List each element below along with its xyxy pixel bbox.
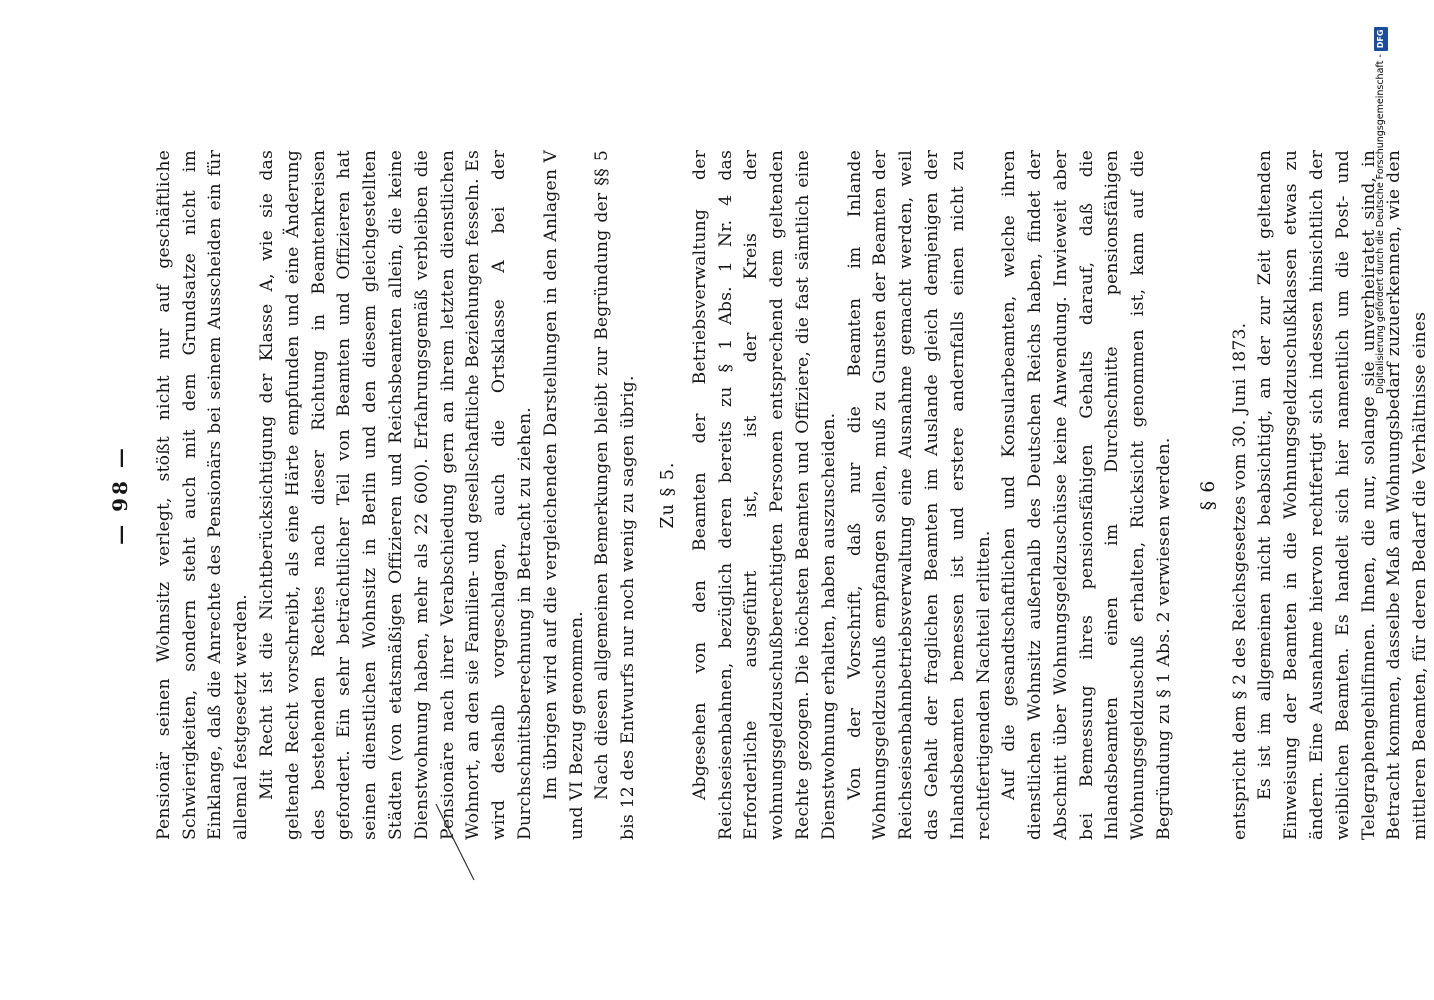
page-number: — 98 — xyxy=(108,445,132,545)
digitization-imprint xyxy=(1374,4,1386,394)
paragraph: Im übrigen wird auf die vergleichenden Darstellungen in den Anlagen V und VI Bezug genommen. xyxy=(540,150,587,840)
paragraph: Abgesehen von den Beamten der Betriebsverwaltung der Reichseisenbahnen, bezüglich deren bereits zu § 1 Abs. 1 Nr. 4 das Erforderliche ausgeführt ist, ist der Kreis der wohnungsgeldzuschußberechtigten Personen entsprechend dem geltenden Rechte gezogen. Die höchsten Beamten und Offiziere, die fast sämtlich eine Dienstwohnung erhalten, haben auszuscheiden. xyxy=(689,150,839,840)
paragraph: Nach diesen allgemeinen Bemerkungen bleibt zur Begründung der §§ 5 bis 12 des Entwurfs nur noch wenig zu sagen übrig. xyxy=(592,150,639,840)
pencil-mark xyxy=(430,800,490,890)
paragraph: Pensionär seinen Wohnsitz verlegt, stößt nicht nur auf geschäftliche Schwierigkeiten, sondern steht auch mit dem Grundsatze nicht im Einklange, daß die Anrechte des Pensionärs bei seinem Ausscheiden ein für allemal festgesetzt werden. xyxy=(153,150,252,840)
paragraph: Von der Vorschrift, daß nur die Beamten im Inlande Wohnungsgeldzuschuß empfangen sollen, muß zu Gunsten der Beamten der Reichseisenbahnbetriebsverwaltung eine Ausnahme gemacht werden, weil das Gehalt der fraglichen Beamten im Auslande gleich demjenigen der Inlandsbeamten bemessen ist und erstere andernfalls einen nicht zu rechtfertigenden Nachteil erlitten. xyxy=(844,150,994,840)
section-6-subheading: entspricht dem § 2 des Reichsgesetzes vom 30. Juni 1873. xyxy=(1229,322,1250,840)
page-text xyxy=(90,120,1434,870)
section-heading-zu-5: Zu § 5. xyxy=(657,461,678,529)
imprint-text: Digitalisierung gefördert durch die Deutsche Forschungsgemeinschaft - xyxy=(1375,54,1386,394)
paragraph: Mit Recht ist die Nichtberücksichtigung der Klasse A, wie sie das geltende Recht vorschreibt, als eine Härte empfunden und eine Änderung des bestehenden Rechtes nach dieser Richtung in Beamtenkreisen gefordert. Ein sehr beträchtlicher Teil von Beamten und Offizieren hat seinen dienstlichen Wohnsitz in Berlin und den diesem gleichgestellten Städten (von etatsmäßigen Offizieren und Reichsbeamten allein, die keine Dienstwohnung haben, mehr als 22 600). Erfahrungsgemäß verbleiben die Pensionäre nach ihrer Verabschiedung gern an ihrem letzten dienstlichen Wohnort, an den sie Familien- und gesellschaftliche Beziehungen fesseln. Es wird deshalb vorgeschlagen, auch die Ortsklasse A bei der Durchschnittsberechnung in Betracht zu ziehen. xyxy=(256,150,535,840)
paragraph: Es ist im allgemeinen nicht beabsichtigt, an der zur Zeit geltenden Einweisung der Beamten in die Wohnungsgeldzuschußklassen etwas zu ändern. Eine Ausnahme hiervon rechtfertigt sich indessen hinsichtlich der weiblichen Beamten. Es handelt sich hier namentlich um die Post- und Telegraphengehilfinnen. Ihnen, die nur, solange sie unverheiratet sind, in Betracht kommen, dasselbe Maß an Wohnungsbedarf zuzuerkennen, wie den mittleren Beamten, für deren Bedarf die Verhältnisse eines xyxy=(1255,150,1431,840)
imprint-rotated xyxy=(1374,4,1388,394)
dfg-logo: DFG xyxy=(1374,27,1388,52)
paragraph: Auf die gesandtschaftlichen und Konsularbeamten, welche ihren dienstlichen Wohnsitz außerhalb des Deutschen Reichs haben, findet der Abschnitt über Wohnungsgeldzuschüsse keine Anwendung. Inwieweit aber bei Bemessung ihres pensionsfähigen Gehalts darauf, daß die Inlandsbeamten einen im Durchschnitte pensionsfähigen Wohnungsgeldzuschuß erhalten, Rücksicht genommen ist, kann auf die Begründung zu § 1 Abs. 2 verwiesen werden. xyxy=(999,150,1175,840)
section-heading-6: § 6 xyxy=(1196,479,1219,511)
